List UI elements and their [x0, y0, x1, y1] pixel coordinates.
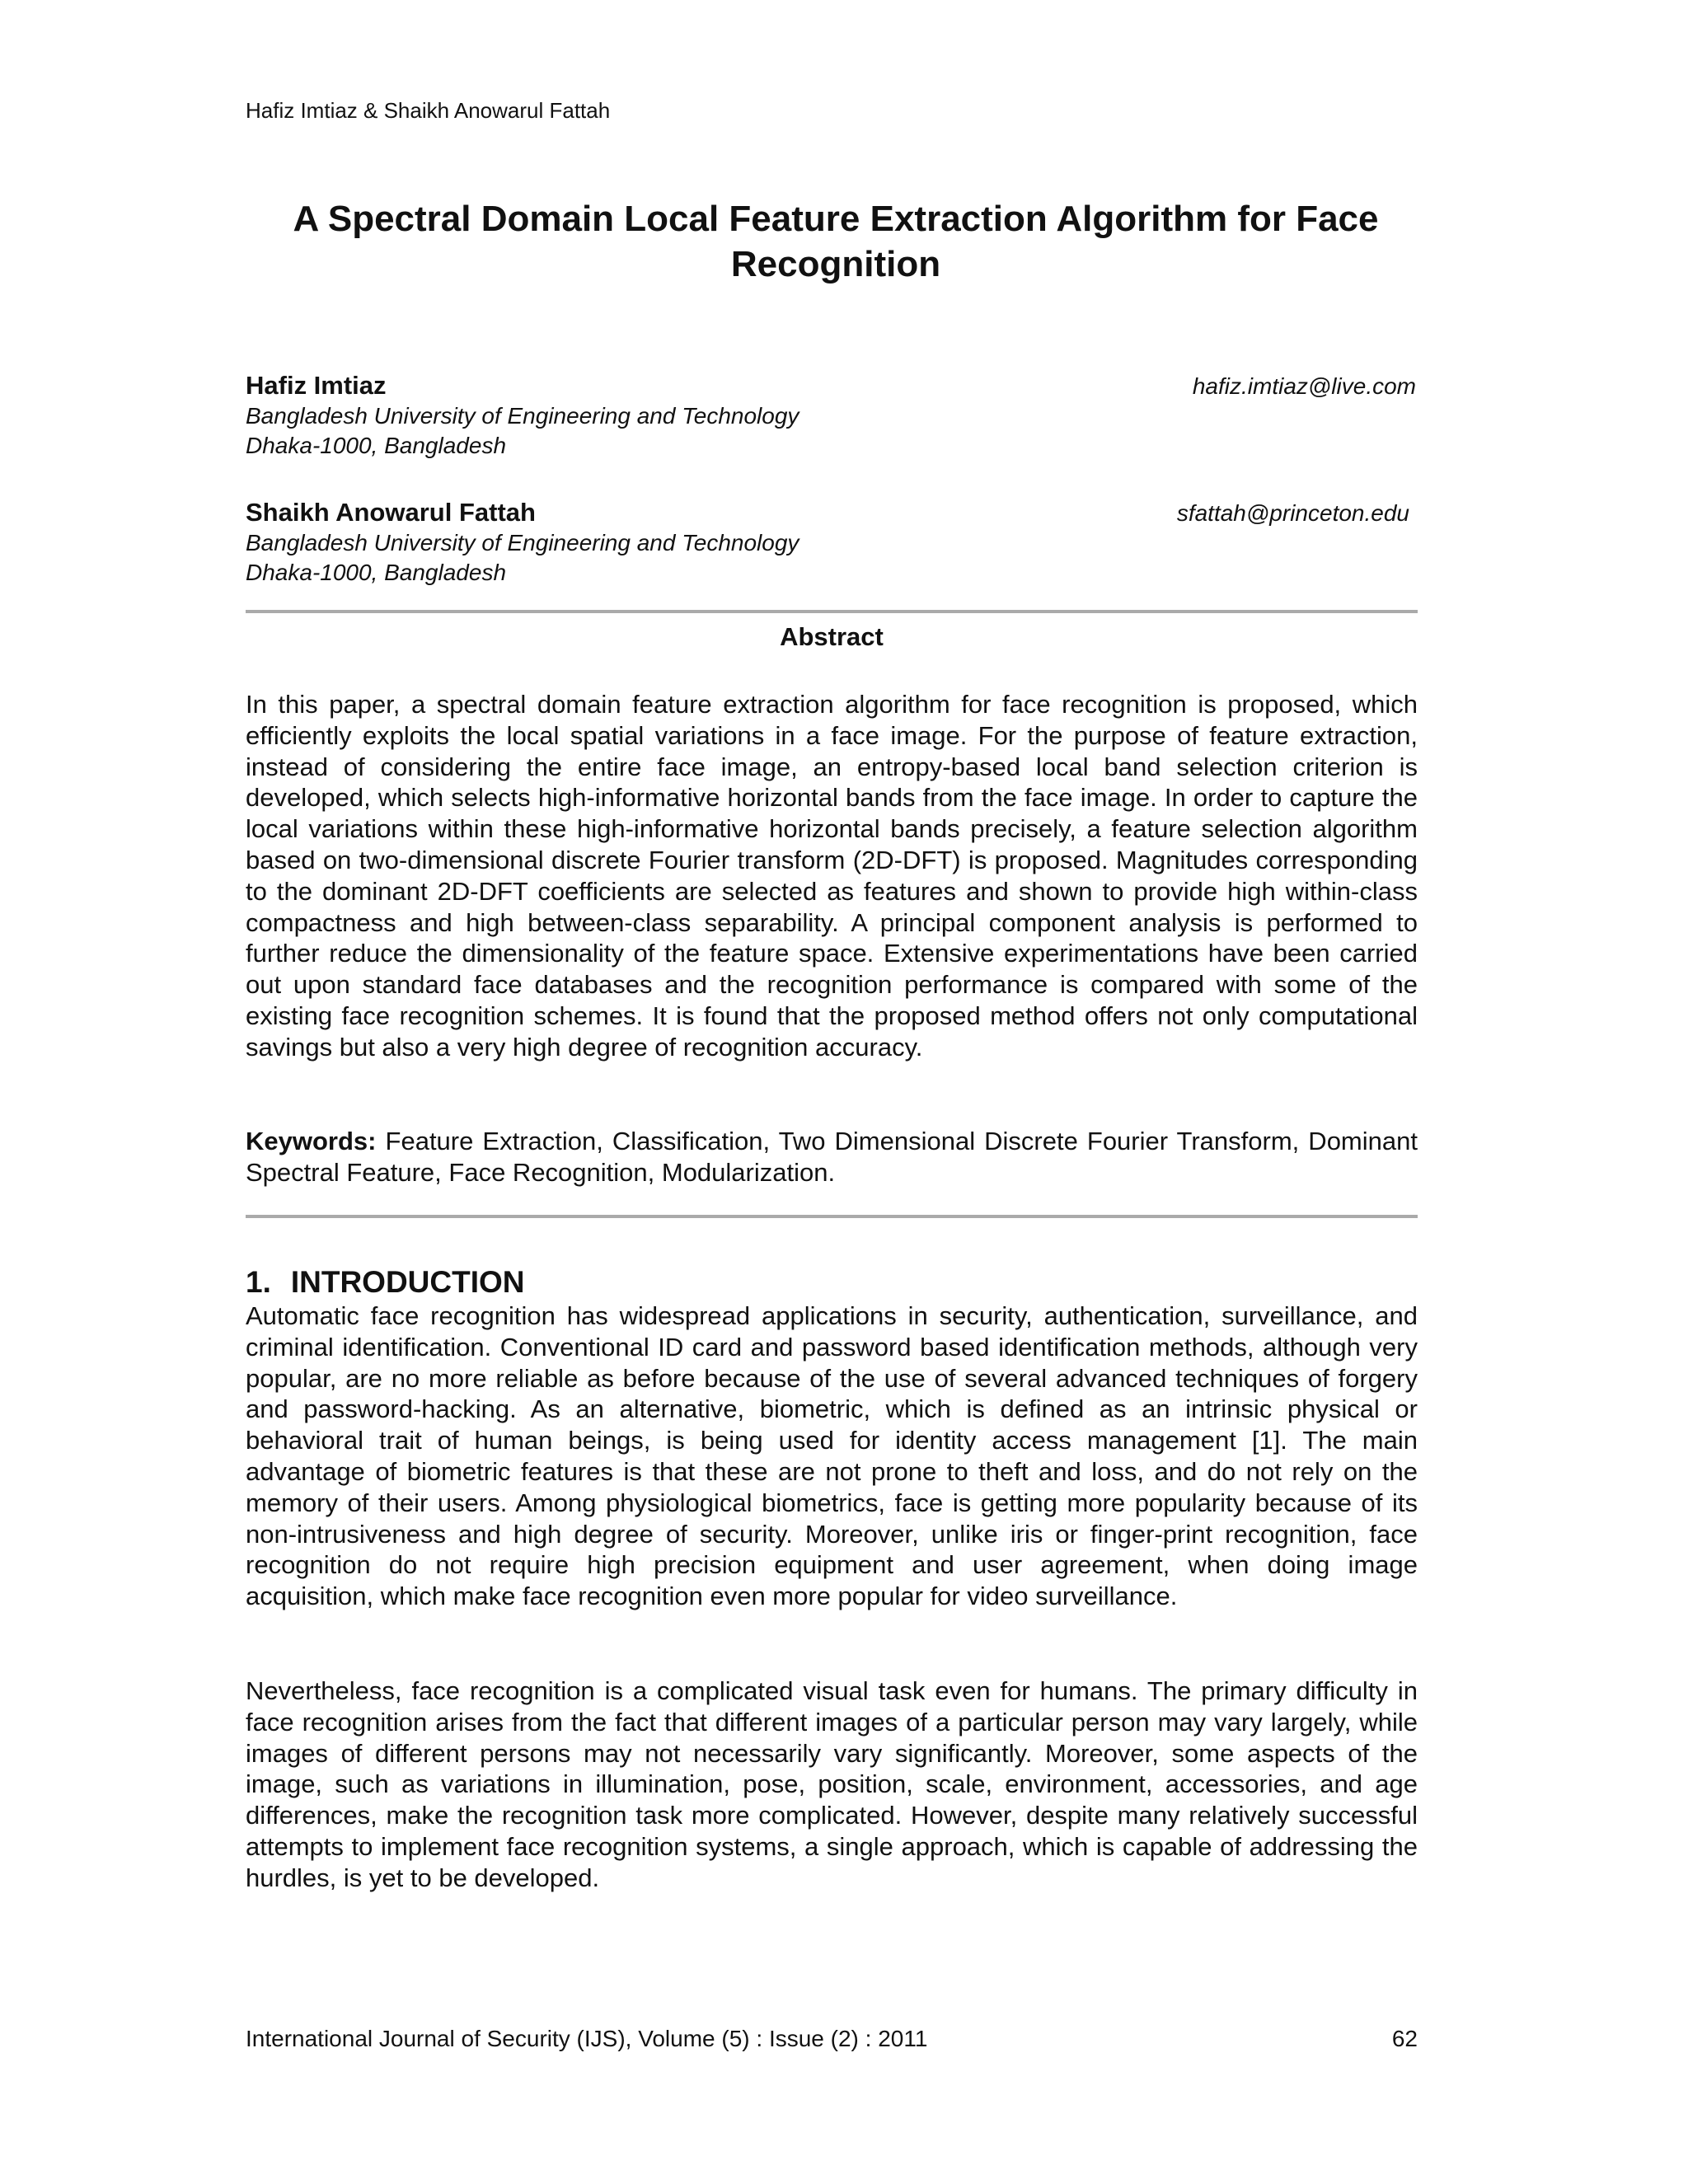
keywords-text: Feature Extraction, Classification, Two Dimensional Discrete Fourier Transform, Dominant Spectral Feature, Face Recognition, Modularization.: [246, 1127, 1418, 1187]
abstract-heading: Abstract: [780, 622, 884, 651]
author-name: Shaikh Anowarul Fattah: [246, 498, 536, 527]
author-location: Dhaka-1000, Bangladesh: [246, 433, 507, 458]
author-name: Hafiz Imtiaz: [246, 371, 387, 400]
author-email: sfattah@princeton.edu: [1176, 500, 1409, 526]
paper-title: A Spectral Domain Local Feature Extraction Algorithm for Face Recognition: [293, 199, 1379, 284]
author-name-row: [246, 370, 1416, 401]
author-block: [246, 497, 1416, 588]
author-email: hafiz.imtiaz@live.com: [1192, 373, 1416, 399]
page-number: 62: [1391, 2026, 1418, 2051]
section-title: INTRODUCTION: [290, 1265, 525, 1299]
intro-paragraph: Automatic face recognition has widespread applications in security, authentication, surveillance, and criminal identification. Conventional ID card and password based identification methods, although very popular, are no more reliable as before because of the use of several advanced techniques of forgery and password-hacking. As an alternative, biometric, which is defined as an intrinsic physical or behavioral trait of human beings, is being used for identity access management [1]. The main advantage of biometric features is that these are not prone to theft and loss, and do not rely on the memory of their users. Among physiological biometrics, face is getting more popularity because of its non-intrusiveness and high degree of security. Moreover, unlike iris or finger-print recognition, face recognition do not require high precision equipment and user agreement, when doing image acquisition, which make face recognition even more popular for video surveillance.: [246, 1301, 1418, 1611]
section-number: 1.: [246, 1265, 271, 1299]
section-heading: [246, 1263, 525, 1301]
keywords-label: Keywords:: [246, 1127, 377, 1155]
page-footer: [246, 2025, 1418, 2053]
author-affiliation: Bangladesh University of Engineering and Technology: [246, 530, 799, 555]
divider-rule: [246, 610, 1418, 613]
author-location: Dhaka-1000, Bangladesh: [246, 560, 507, 585]
keywords: [246, 1126, 1418, 1188]
running-header: Hafiz Imtiaz & Shaikh Anowarul Fattah: [246, 98, 611, 123]
intro-paragraph: Nevertheless, face recognition is a complicated visual task even for humans. The primary difficulty in face recognition arises from the fact that different images of a particular person may vary largely, while images of different persons may not necessarily vary significantly. Moreover, some aspects of the image, such as variations in illumination, pose, position, scale, environment, accessories, and age differences, make the recognition task more complicated. However, despite many relatively successful attempts to implement face recognition systems, a single approach, which is capable of addressing the hurdles, is yet to be developed.: [246, 1676, 1418, 1892]
author-name-row: [246, 497, 1416, 528]
divider-rule: [246, 1215, 1418, 1218]
author-block: [246, 370, 1416, 461]
footer-journal: International Journal of Security (IJS), Volume (5) : Issue (2) : 2011: [246, 2026, 928, 2051]
author-affiliation: Bangladesh University of Engineering and Technology: [246, 403, 799, 429]
abstract-text: In this paper, a spectral domain feature extraction algorithm for face recognition is proposed, which efficiently exploits the local spatial variations in a face image. For the purpose of feature extraction, instead of considering the entire face image, an entropy-based local band selection criterion is developed, which selects high-informative horizontal bands from the face image. In order to capture the local variations within these high-informative horizontal bands precisely, a feature selection algorithm based on two-dimensional discrete Fourier transform (2D-DFT) is proposed. Magnitudes corresponding to the dominant 2D-DFT coefficients are selected as features and shown to provide high within-class compactness and high between-class separability. A principal component analysis is performed to further reduce the dimensionality of the feature space. Extensive experimentations have been carried out upon standard face databases and the recognition performance is compared with some of the existing face recognition schemes. It is found that the proposed method offers not only computational savings but also a very high degree of recognition accuracy.: [246, 690, 1418, 1062]
